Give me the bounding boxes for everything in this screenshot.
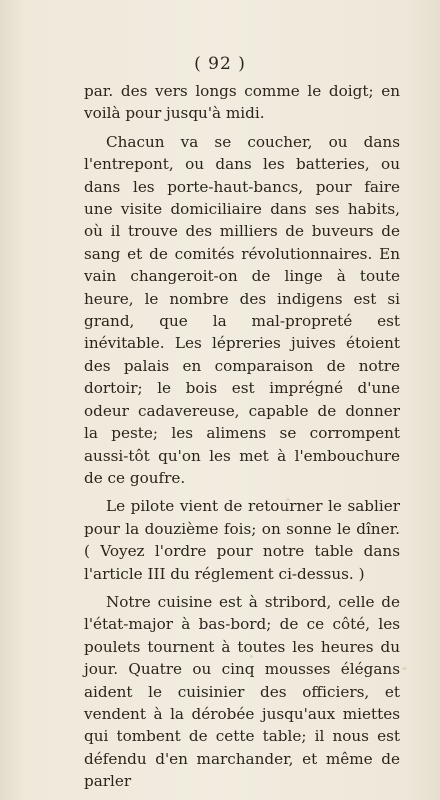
paragraph-2: Chacun va se coucher, ou dans l'entrepont, ou dans les batteries, ou dans les porte-haut-bancs, pour faire une visite domiciliaire dans ses habits, où il trouve des milliers de buveurs de sang et de comités révolutionnaires. En vain changeroit-on de linge à toute heure, le nombre des indigens est si grand, que la mal-propreté est inévitable. Les lépreries juives étoient des palais en comparaison de notre dortoir; le bois est imprégné d'une odeur cadavereuse, capable de donner la peste; les alimens se corrompent aussi-tôt qu'on les met à l'embouchure de ce goufre. xyxy=(84,132,400,487)
body-text xyxy=(84,80,400,799)
paragraph-3: Le pilote vient de retourner le sablier pour la douzième fois; on sonne le dîner. ( Voyez l'ordre pour notre table dans l'article III du réglement ci-dessus. ) xyxy=(84,497,400,583)
paper-spot xyxy=(250,655,253,658)
paragraph-1: par. des vers longs comme le doigt; en voilà pour jusqu'à midi. xyxy=(84,82,400,123)
paragraph-4: Notre cuisine est à stribord, celle de l'état-major à bas-bord; de ce côté, les poulets tournent à toutes les heures du jour. Quatre ou cinq mousses élégans aident le cuisinier des officiers, et vendent à la dérobée jusqu'aux miettes qui tombent de cette table; il nous est défendu d'en marchander, et même de parler xyxy=(84,592,400,791)
paper-spot xyxy=(402,667,407,670)
paper-spot xyxy=(286,498,290,501)
page-number: ( 92 ) xyxy=(194,54,246,74)
